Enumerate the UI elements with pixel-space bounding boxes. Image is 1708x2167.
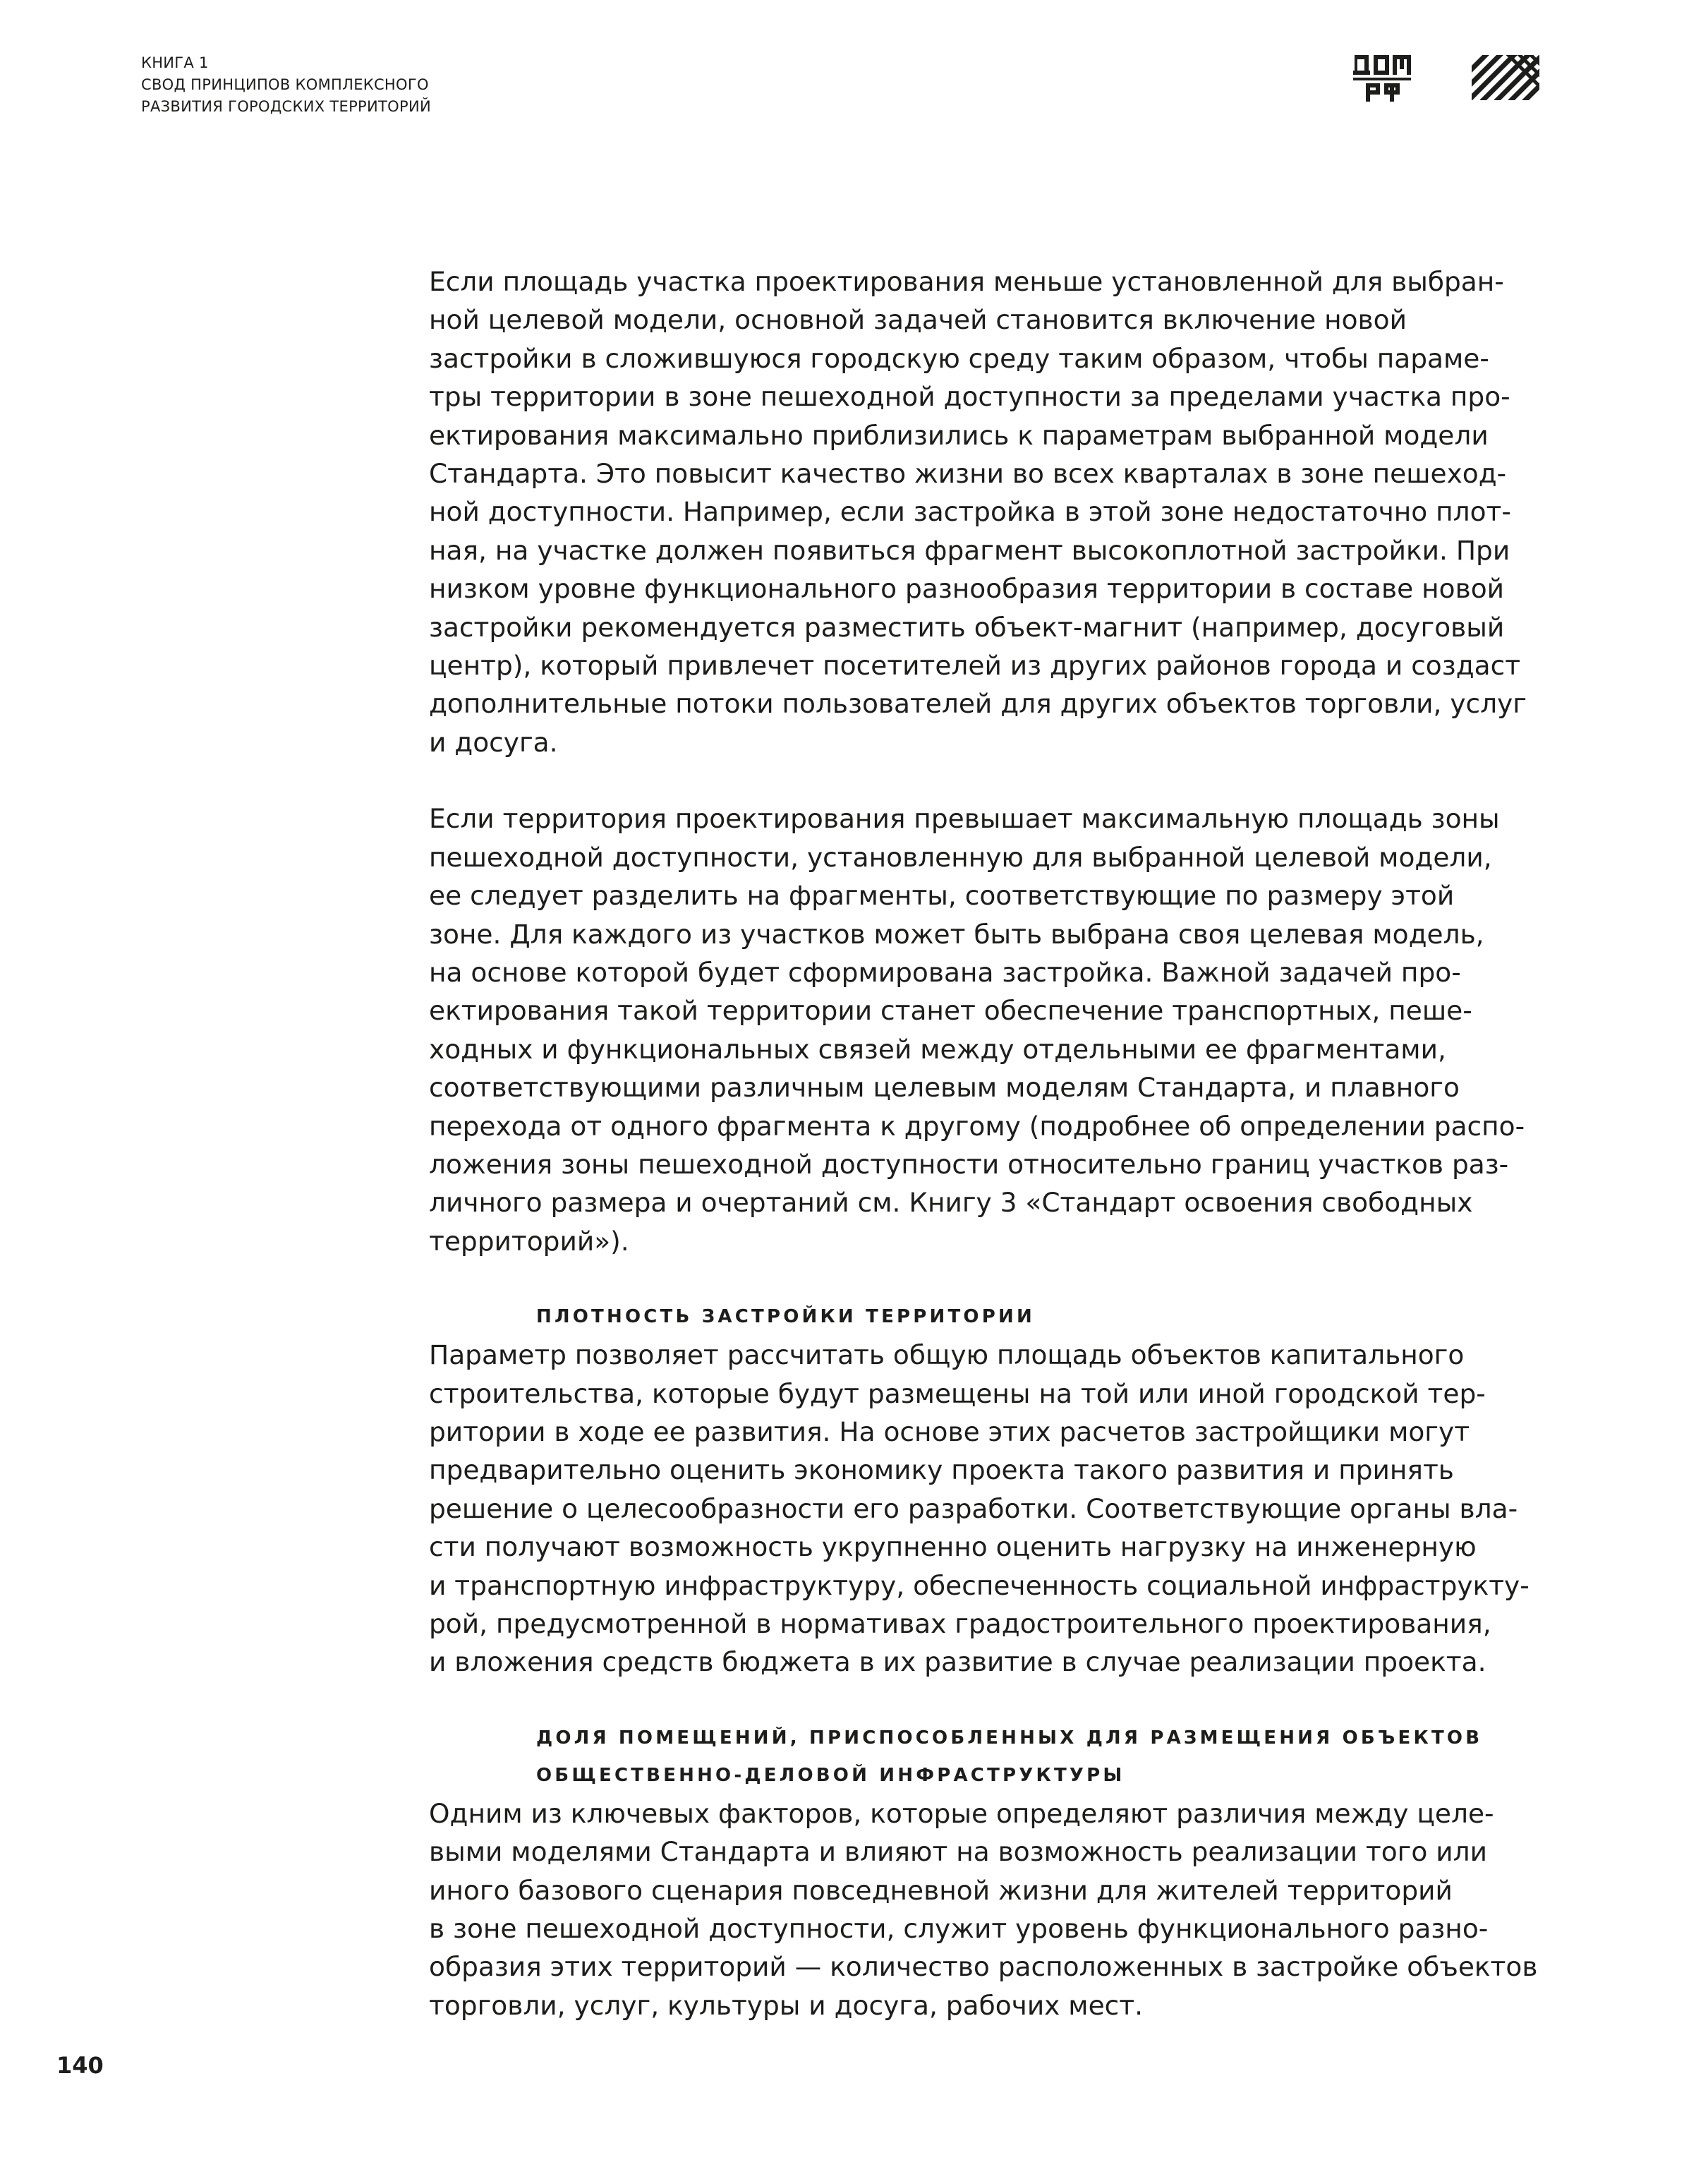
dom-rf-logo-icon bbox=[1353, 54, 1411, 102]
paragraph-2: Если территория проектирования превышает максимальную площадь зоны пешеходной доступности, установленную для выбранной целевой модели, ее следует разделить на фрагменты, соответствующие по размеру этой зоне. Для каждого из участков может быть выбрана своя целевая модель, на основе которой будет сформирована застройка. Важной задачей про- ектирования такой территории станет обеспечение транспортных, пеше- ходных и функциональных связей между отдельными ее фрагментами, соответствующими различным целевым моделям Стандарта, и плавного перехода от одного фрагмента к другому (подробнее об определении распо- ложения зоны пешеходной доступности относительно границ участков раз- личного размера и очертаний см. Книгу 3 «Стандарт освоения свободных территорий»). bbox=[429, 803, 1525, 1257]
section-building-density bbox=[429, 1298, 1586, 1682]
section-heading-building-density: ПЛОТНОСТЬ ЗАСТРОЙКИ ТЕРРИТОРИИ bbox=[536, 1306, 1035, 1328]
paragraph-1: Если площадь участка проектирования меньше установленной для выбран- ной целевой модели, основной задачей становится включение новой застройки в сложившуюся городскую среду таким образом, чтобы параме- тры территории в зоне пешеходной доступности за пределами участка про- ектирования максимально приблизились к параметрам выбранной модели Стандарта. Это повысит качество жизни во всех кварталах в зоне пешеход- ной доступности. Например, если застройка в этой зоне недостаточно плот- ная, на участке должен появиться фрагмент высокоплотной застройки. При низком уровне функционального разнообразия территории в составе новой застройки рекомендуется разместить объект-магнит (например, досуговый центр), который привлечет посетителей из других районов города и создаст дополнительные потоки пользователей для других объектов торговли, услуг и досуга. bbox=[429, 266, 1527, 758]
book-title-line1: СВОД ПРИНЦИПОВ КОМПЛЕКСНОГО bbox=[141, 76, 429, 93]
section-commercial-share bbox=[429, 1720, 1586, 2024]
book-title-line2: РАЗВИТИЯ ГОРОДСКИХ ТЕРРИТОРИЙ bbox=[141, 98, 431, 115]
page-number: 140 bbox=[56, 2052, 104, 2079]
book-label: КНИГА 1 bbox=[141, 54, 209, 71]
running-head bbox=[141, 52, 431, 118]
section-heading-commercial-share: ДОЛЯ ПОМЕЩЕНИЙ, ПРИСПОСОБЛЕННЫХ ДЛЯ РАЗМЕЩЕНИЯ ОБЪЕКТОВ ОБЩЕСТВЕННО-ДЕЛОВОЙ ИНФРАСТРУКТУРЫ bbox=[536, 1727, 1483, 1786]
section-text-building-density: Параметр позволяет рассчитать общую площадь объектов капитального строительства, которые будут размещены на той или иной городской тер- ритории в ходе ее развития. На основе этих расчетов застройщики могут предварительно оценить экономику проекта такого развития и принять решение о целесообразности его разработки. Соответствующие органы вла- сти получают возможность укрупненно оценить нагрузку на инженерную и транспортную инфраструктуру, обеспеченность социальной инфраструкту- рой, предусмотренной в нормативах градостроительного проектирования, и вложения средств бюджета в их развитие в случае реализации проекта. bbox=[429, 1339, 1530, 1678]
main-content bbox=[429, 262, 1586, 2024]
diagonal-stripes-logo-icon bbox=[1472, 55, 1539, 100]
section-text-commercial-share: Одним из ключевых факторов, которые определяют различия между целе- выми моделями Стандарта и влияют на возможность реализации того или иного базового сценария повседневной жизни для жителей территорий в зоне пешеходной доступности, служит уровень функционального разно- образия этих территорий — количество расположенных в застройке объектов торговли, услуг, культуры и досуга, рабочих мест. bbox=[429, 1797, 1538, 2021]
